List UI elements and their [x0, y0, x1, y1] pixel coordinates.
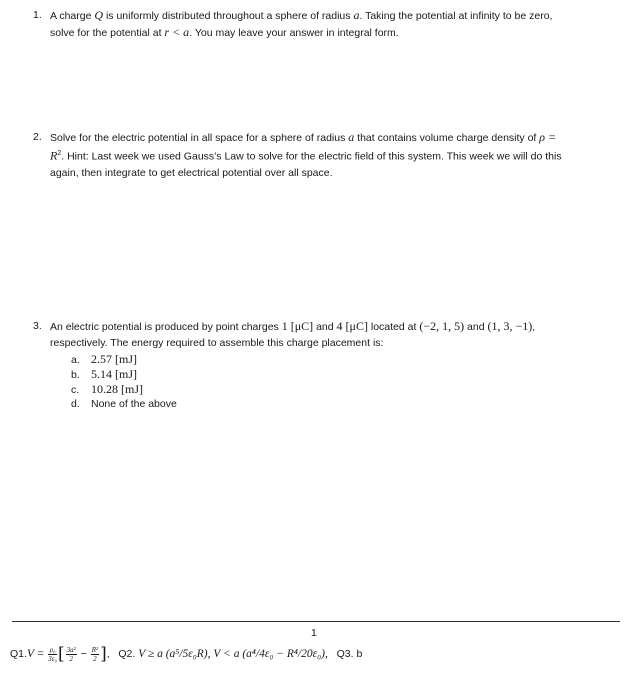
question-text: A charge Q is uniformly distributed throughout a sphere of radius a. Taking the potential at infinity to be zero, solve for the potential at r < a. You may leave your answer in integral form.	[50, 8, 553, 39]
answer-options	[71, 352, 613, 412]
fraction: $\frac{\text{ρ₀}}{\text{3ε₀}}$	[48, 645, 57, 663]
footer-divider	[12, 621, 620, 622]
answer-q2-label: Q2.	[118, 648, 136, 660]
answer-q1-label: Q1.	[10, 648, 27, 660]
answer-q3: Q3. b	[336, 648, 363, 660]
question-number: 2.	[33, 131, 42, 143]
page-number: 1	[311, 627, 317, 639]
question-text: Solve for the electric potential in all space for a sphere of radius a that contains volume charge density of ρ = $R^2$. Hint: Last week we used Gauss’s Law to solve for the electric field of this system. This week we will do this again, then integrate to get electrical potential over all space.	[50, 130, 562, 179]
question-2	[33, 129, 613, 181]
option-b: b. 5.14 [mJ]	[71, 367, 137, 381]
math-inline: R	[50, 148, 58, 163]
option-a: a. 2.57 [mJ]	[71, 352, 137, 366]
math-inline: a	[353, 8, 360, 22]
option-d: d. None of the above	[71, 398, 177, 410]
answer-key: Q1.V = $\frac{\text{ρ₀}}{\text{3ε₀}}$ [ $\frac{\text{3a²}}{2}$ − $\frac{\text{R²}}{2}$ ], Q2. V ≥ a (a⁵/5ε₀R), V < a (a⁴/4ε₀ − R⁴/20ε₀), Q3. b	[10, 644, 363, 665]
question-text: An electric potential is produced by point charges 1 [μC] and 4 [μC] located at (−2, 1, 5) and (1, 3, −1), respectively. The energy required to assemble this charge placement is:	[50, 319, 536, 349]
fraction: $\frac{\text{3a²}}{2}$	[66, 645, 76, 663]
question-1	[33, 7, 613, 41]
math-inline: r < a	[164, 25, 190, 39]
math-inline: 4 [μC]	[336, 319, 368, 333]
math-inline: (1, 3, −1)	[487, 319, 533, 333]
math-inline: 1 [μC]	[281, 319, 314, 333]
question-number: 3.	[33, 320, 42, 332]
math-inline: ρ =	[539, 130, 557, 144]
math-inline: a	[348, 130, 355, 144]
question-number: 1.	[33, 9, 42, 21]
math-inline: (−2, 1, 5)	[419, 319, 465, 333]
answer-q2-text: V ≥ a (a⁵/5ε₀R), V < a (a⁴/4ε₀ − R⁴/20ε₀),	[135, 648, 328, 660]
math-inline: Q	[94, 8, 104, 22]
question-3	[33, 318, 613, 412]
option-c: c. 10.28 [mJ]	[71, 382, 143, 396]
fraction: $\frac{\text{R²}}{2}$	[91, 645, 99, 663]
